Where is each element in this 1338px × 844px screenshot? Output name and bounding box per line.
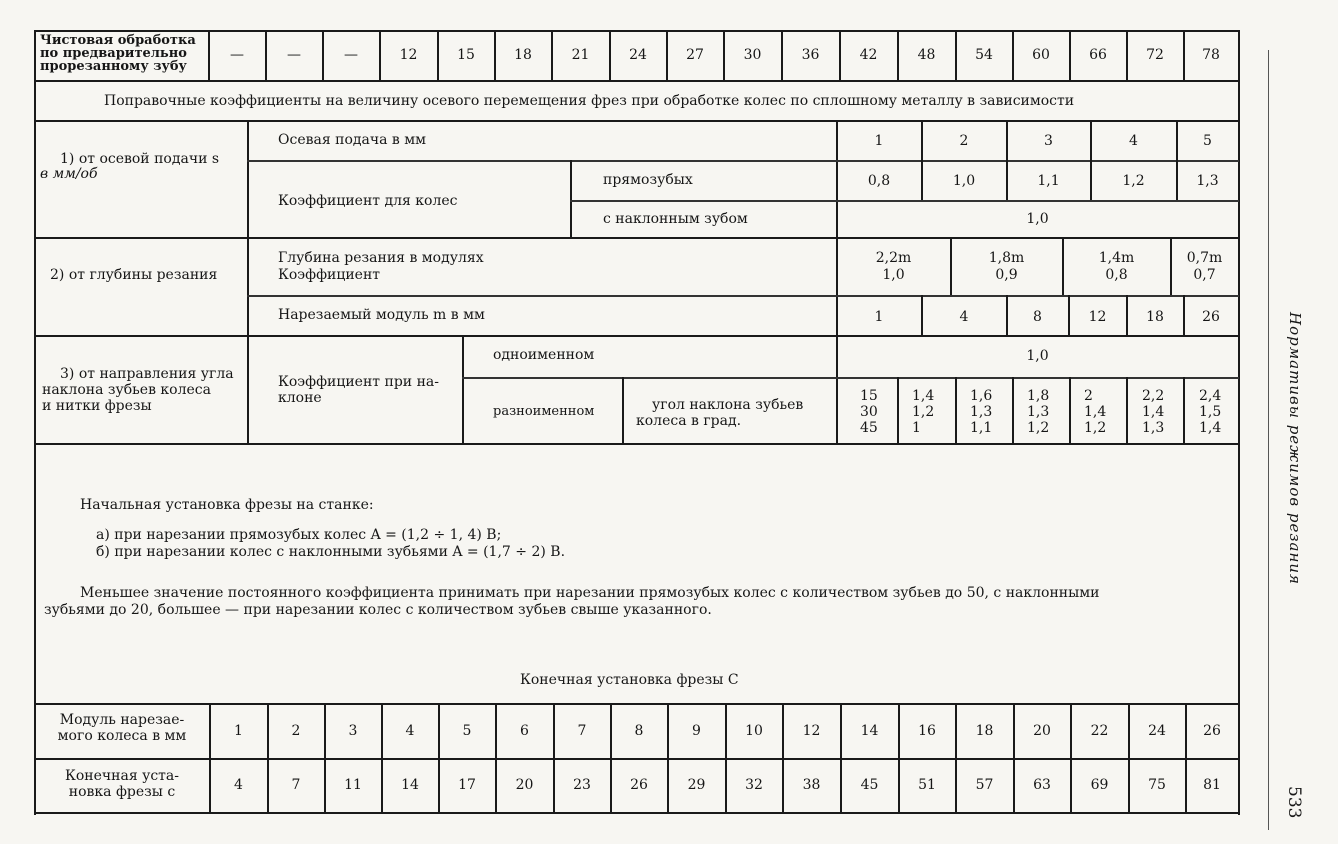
table-cell: 8 [634,723,644,739]
angle-coef-column: 1,8 1,3 1,2 [1027,388,1050,436]
table-cell: 1,0 [952,173,976,189]
spur-label: прямозубых [603,172,693,188]
table-cell: 0,8 [867,173,891,189]
angle-coef-column: 2 1,4 1,2 [1084,388,1107,436]
setup-title: Начальная установка фрезы на станке: [80,497,374,513]
feed-label: 1) от осевой подачи s в мм/об [40,151,220,182]
depth-label: 2) от глубины резания [50,267,218,283]
table-cell: 36 [801,47,820,63]
table-cell: 0,7 [1193,267,1216,283]
table-cell: 63 [1033,777,1051,793]
table-cell: 42 [859,47,878,63]
final-row2-label: Конечная уста- новка фрезы c [65,768,179,800]
tooth-angle-label: угол наклона зубьев колеса в град. [636,397,804,429]
table-cell: 12 [1088,309,1107,325]
table-cell: 3 [348,723,358,739]
table-cell: 72 [1146,47,1164,63]
table-cell: 24 [1148,723,1166,739]
table-cell: 60 [1032,47,1050,63]
depth-coef-label: Коэффициент [278,267,381,283]
table-cell: 1,0 [882,267,905,283]
table-cell: 30 [743,47,762,63]
table-cell: 10 [745,723,763,739]
table-cell: — [230,47,244,63]
same-direction-label: одноименном [493,347,595,363]
table-cell: 14 [860,723,879,739]
table-cell: 11 [344,777,362,793]
table-cell: 38 [802,777,821,793]
depth-modules-label: Глубина резания в модулях [278,250,484,266]
table-cell: 2 [959,133,969,149]
final-row1-label: Модуль нарезае- мого колеса в мм [57,712,187,744]
table-cell: 12 [802,723,821,739]
final-title: Конечная установка фрезы C [520,672,739,688]
table-cell: 21 [571,47,590,63]
table-cell: 23 [573,777,591,793]
table-cell: 26 [1202,309,1220,325]
table-cell: 57 [975,777,994,793]
table-cell: 24 [629,47,647,63]
table-cell: 1,4m [1098,250,1135,266]
table-cell: 51 [918,777,936,793]
table-cell: 1 [874,309,884,325]
table-cell: 2 [291,723,301,739]
table-cell: 0,8 [1105,267,1128,283]
table-cell: 45 [860,777,879,793]
table-cell: 4 [959,309,969,325]
angle-label: 3) от направления угла наклона зубьев колеса и нитки фрезы [42,366,234,414]
angle-values: 15 30 45 [860,388,878,436]
correction-title: Поправочные коэффициенты на величину осевого перемещения фрез при обработке колес по сплошному металлу в зависимости [104,93,1075,109]
table-cell: 4 [1129,133,1138,149]
angle-coef-column: 2,4 1,5 1,4 [1199,388,1222,436]
angle-coef-column: 1,6 1,3 1,1 [970,388,993,436]
table-cell: 27 [686,47,704,63]
table-cell: 6 [520,723,529,739]
table-cell: 1,8m [988,250,1025,266]
table-cell: 20 [1033,723,1051,739]
angle-coef-label: Коэффициент при на- клоне [278,374,439,406]
table-cell: 75 [1148,777,1166,793]
table-cell: 8 [1033,309,1042,325]
table-cell: 29 [687,777,706,793]
table-cell: 66 [1089,47,1107,63]
opposite-direction-label: разноименном [493,404,595,419]
table-cell: 5 [462,723,472,739]
angle-coef-column: 2,2 1,4 1,3 [1142,388,1165,436]
table-cell: 7 [291,777,301,793]
table-cell: 1,1 [1037,173,1060,189]
table-cell: 16 [918,723,936,739]
table-cell: 1,2 [1122,173,1145,189]
table-cell: 3 [1044,133,1053,149]
table-cell: 2,2m [875,250,912,266]
table-cell: 81 [1203,777,1221,793]
table-cell: 1,0 [1026,211,1049,227]
table-cell: 12 [399,47,418,63]
table-cell: 4 [405,723,415,739]
table-cell: 17 [458,777,476,793]
coef-wheels-label: Коэффициент для колес [278,193,458,209]
table-cell: 18 [1146,309,1164,325]
note-line-2: зубьями до 20, большее — при нарезании колес с количеством зубьев свыше указанного. [44,602,712,618]
setup-line-a: а) при нарезании прямозубых колес A = (1,2 ÷ 1, 4) B; [96,527,502,543]
table-cell: 32 [745,777,763,793]
angle-coef-column: 1,4 1,2 1 [912,388,935,436]
helical-label: с наклонным зубом [603,211,748,227]
top-row-label: Чистовая обработка по предварительно прорезанному зубу [40,33,196,74]
table-cell: 14 [401,777,419,793]
table-cell: 69 [1090,777,1109,793]
module-label: Нарезаемый модуль m в мм [278,307,485,323]
setup-line-b: б) при нарезании колес с наклонными зубьями A = (1,7 ÷ 2) B. [96,544,566,560]
table-cell: 26 [630,777,648,793]
table-cell: 1,0 [1026,348,1049,364]
table-cell: 5 [1203,133,1212,149]
axial-feed-label: Осевая подача в мм [278,132,427,148]
table-cell: 54 [975,47,993,63]
table-cell: 22 [1090,723,1109,739]
note-line-1: Меньшее значение постоянного коэффициента принимать при нарезании прямозубых колес с количеством зубьев до 50, с наклонными [80,585,1100,601]
table-cell: 26 [1203,723,1221,739]
table-cell: 78 [1202,47,1220,63]
table-cell: 0,7m [1186,250,1223,266]
table-cell: 1 [234,723,243,739]
table-cell: 15 [457,47,475,63]
table-cell: 18 [514,47,532,63]
table-cell: — [344,47,358,63]
table-cell: 48 [917,47,936,63]
table-cell: 18 [975,723,994,739]
table-cell: 4 [234,777,243,793]
table-cell: 1 [874,133,884,149]
page-number: 533 [1284,786,1304,819]
table-cell: 9 [692,723,701,739]
side-title: Нормативы режимов резания [1286,312,1304,585]
table-cell: 0,9 [995,267,1018,283]
table-cell: 20 [515,777,534,793]
table-cell: 1,3 [1196,173,1219,189]
table-cell: — [287,47,301,63]
table-cell: 7 [577,723,587,739]
